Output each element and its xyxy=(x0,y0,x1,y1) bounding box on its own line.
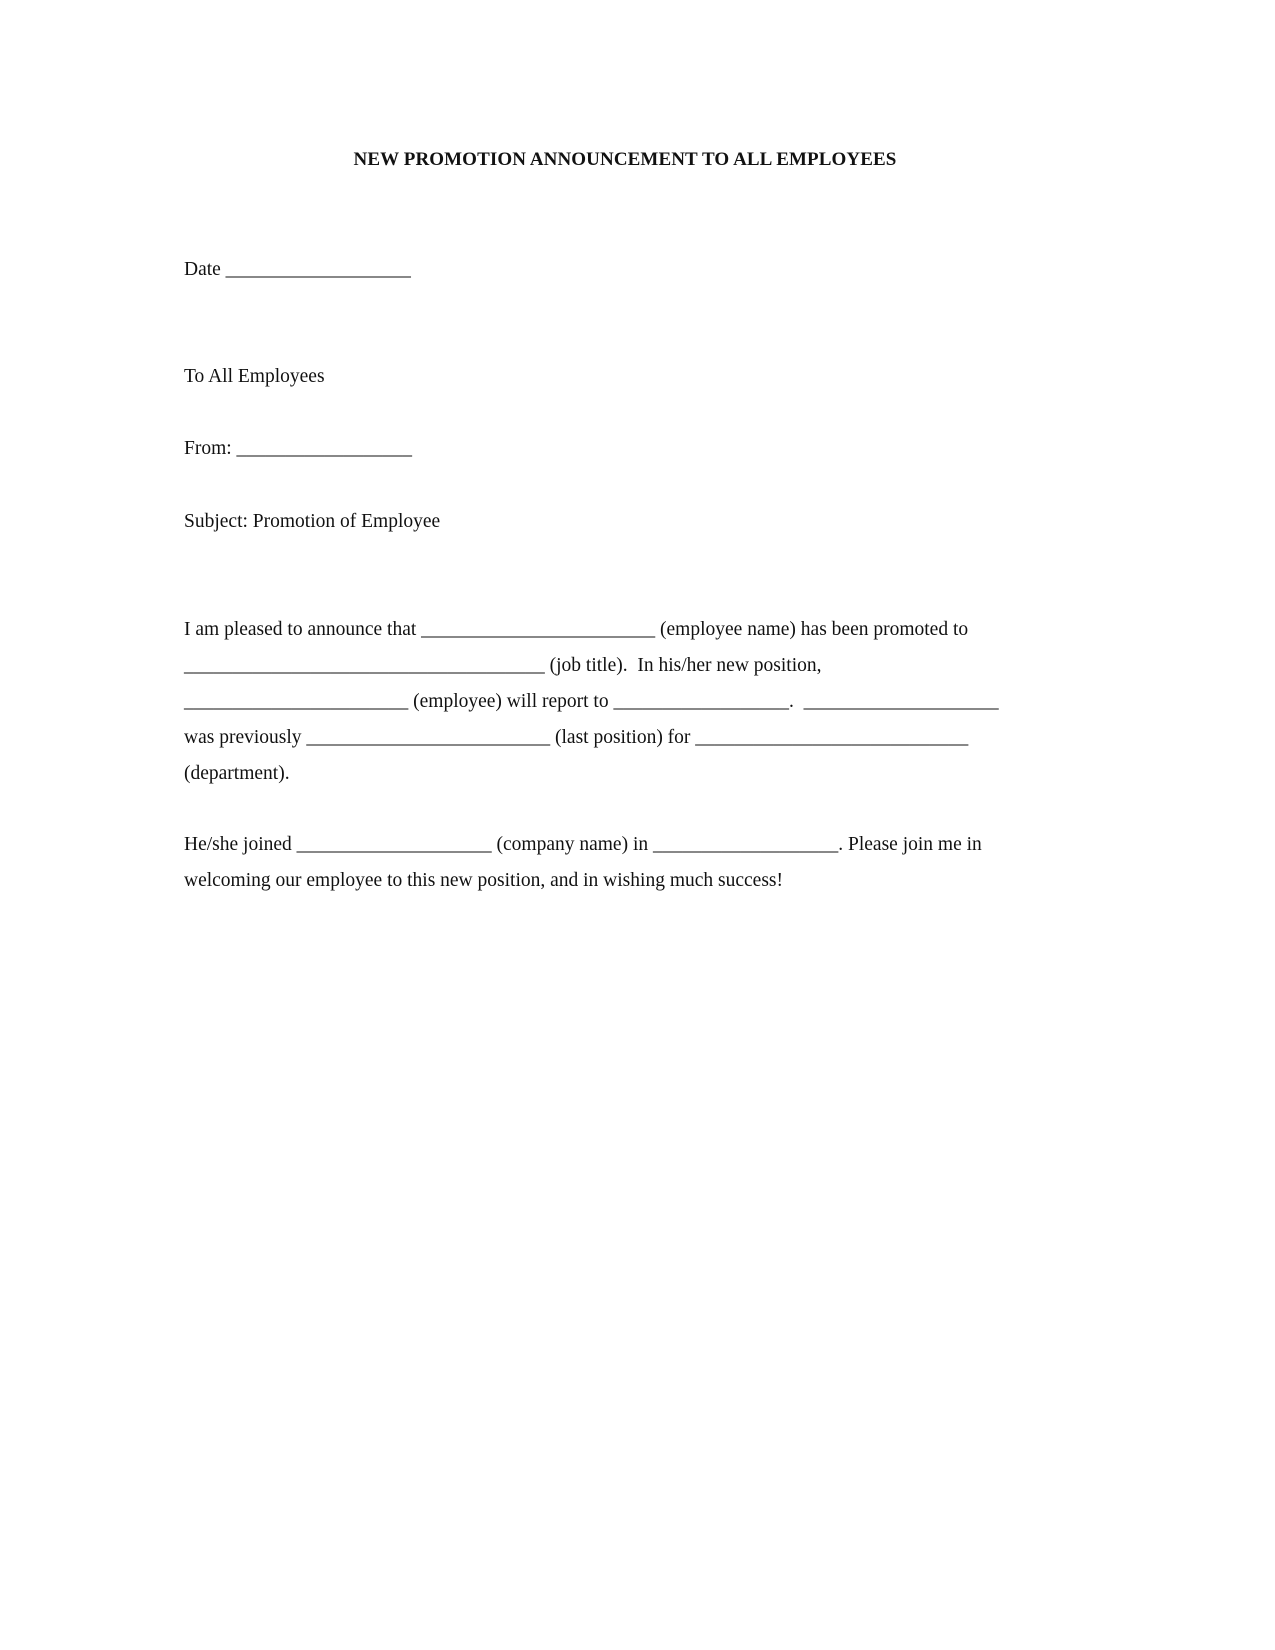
memo-subject-line: Subject: Promotion of Employee xyxy=(184,511,441,532)
document-title: NEW PROMOTION ANNOUNCEMENT TO ALL EMPLOYEES xyxy=(353,149,897,170)
welcome-paragraph-line-2: welcoming our employee to this new position, and in wishing much success! xyxy=(184,870,783,891)
announcement-paragraph-line-5: (department). xyxy=(184,763,290,784)
announcement-paragraph-line-4: was previously _________________________ (last position) for ____________________________ xyxy=(184,727,969,748)
announcement-paragraph-line-1: I am pleased to announce that ________________________ (employee name) has been promoted to xyxy=(184,619,969,640)
welcome-paragraph-line-1: He/she joined ____________________ (company name) in ___________________. Please join me in xyxy=(184,834,982,855)
memo-to-line: To All Employees xyxy=(184,366,325,387)
memo-from-line: From: __________________ xyxy=(184,438,413,459)
announcement-paragraph-line-2: _____________________________________ (job title). In his/her new position, xyxy=(184,655,822,676)
memo-date-line: Date ___________________ xyxy=(184,259,411,280)
announcement-paragraph-line-3: _______________________ (employee) will report to __________________. ____________________ xyxy=(184,691,999,712)
